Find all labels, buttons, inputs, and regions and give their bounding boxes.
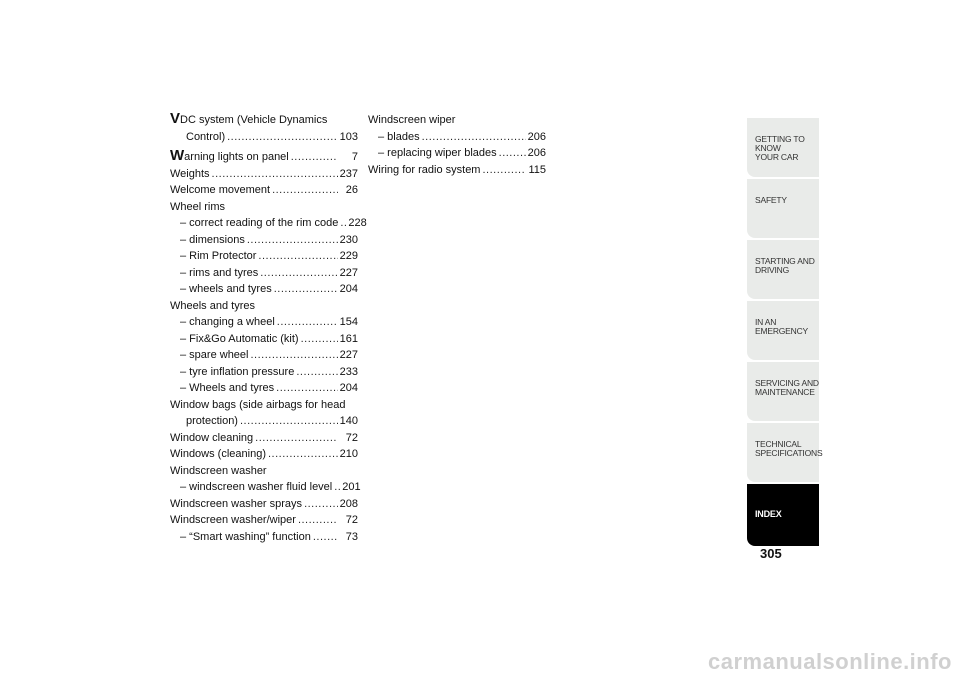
index-entry <box>170 446 358 463</box>
index-column-right <box>368 112 546 178</box>
dot-leader <box>240 413 338 430</box>
dot-leader <box>304 496 338 513</box>
index-entry-label: – wheels and tyres <box>180 283 272 295</box>
index-entry-page: 208 <box>339 497 358 510</box>
index-entry-label: Wheel rims <box>170 200 226 213</box>
section-tabs <box>747 118 823 548</box>
index-entry <box>170 430 358 447</box>
index-entry <box>170 512 358 529</box>
section-tab-label: INDEX <box>755 509 782 519</box>
index-entry-page: 161 <box>339 332 358 345</box>
section-tab-label: DRIVING <box>755 265 790 275</box>
section-tab[interactable] <box>747 301 819 360</box>
index-entry-page: 72 <box>345 431 358 444</box>
dot-leader <box>260 265 337 282</box>
dot-leader <box>277 314 338 331</box>
index-entry-page: 201 <box>342 481 361 493</box>
index-entry <box>170 112 358 129</box>
index-entry <box>170 129 358 146</box>
section-tab-label: SAFETY <box>755 195 787 205</box>
section-tab-label: GETTING TO KNOW <box>755 134 805 153</box>
index-entry-label: DC system (Vehicle Dynamics <box>180 114 328 126</box>
index-entry-label: – tyre inflation pressure <box>180 365 295 378</box>
index-entry-label: Weights <box>170 167 210 180</box>
index-entry <box>170 182 358 199</box>
index-entry <box>170 479 361 496</box>
index-entry-page: 154 <box>339 316 358 328</box>
index-entry <box>170 314 358 331</box>
section-tab-label: STARTING AND <box>755 256 815 266</box>
index-entry-label: – blades <box>378 130 420 143</box>
index-entry-page: 227 <box>339 349 358 361</box>
index-entry <box>368 162 546 179</box>
section-tab[interactable] <box>747 484 819 546</box>
dot-leader <box>298 512 338 529</box>
index-entry-label: – rims and tyres <box>180 266 259 279</box>
dot-leader <box>272 182 338 199</box>
dot-leader <box>268 446 338 463</box>
section-tab-label: TECHNICAL <box>755 439 802 449</box>
index-entry-label: – dimensions <box>180 233 245 246</box>
index-entry-page: 72 <box>345 514 358 526</box>
index-entry <box>170 463 358 480</box>
index-entry-label: Wheels and tyres <box>170 299 255 312</box>
index-entry <box>170 199 358 216</box>
index-entry <box>368 112 546 129</box>
index-entry-label: Windscreen wiper <box>368 114 456 126</box>
index-entry-page: 26 <box>345 184 358 196</box>
index-entry-page: 206 <box>527 130 546 143</box>
section-tab-label: SPECIFICATIONS <box>755 448 823 458</box>
index-entry-label: Control) <box>186 130 226 143</box>
index-entry <box>170 166 358 183</box>
index-entry-label: – windscreen washer fluid level <box>180 481 333 493</box>
dot-leader <box>276 380 337 397</box>
index-entry-page: 230 <box>339 233 358 246</box>
dot-leader <box>482 162 526 179</box>
page-number: 305 <box>760 546 782 561</box>
index-entry-label: arning lights on panel <box>184 151 289 163</box>
index-entry-label: – Rim Protector <box>180 250 257 262</box>
section-tab-label: IN AN EMERGENCY <box>755 317 808 336</box>
index-entry-page: 229 <box>339 250 358 262</box>
index-entry-label: – changing a wheel <box>180 316 275 328</box>
index-entry <box>170 347 358 364</box>
index-entry <box>170 265 358 282</box>
dot-leader <box>274 281 338 298</box>
index-entry-label: Wiring for radio system <box>368 163 481 176</box>
dot-leader <box>247 232 338 249</box>
section-tab[interactable] <box>747 118 819 177</box>
index-entry-page: 233 <box>339 365 358 378</box>
dot-leader <box>499 145 526 162</box>
index-entry-label: – “Smart washing” function <box>180 530 311 543</box>
section-tab[interactable] <box>747 179 819 238</box>
index-entry-label: Window cleaning <box>170 431 254 444</box>
index-entry <box>170 232 358 249</box>
index-entry-page: 103 <box>339 130 358 143</box>
dot-leader <box>422 129 526 146</box>
index-entry <box>170 215 367 232</box>
index-entry-page: 228 <box>348 217 367 229</box>
dot-leader <box>227 129 338 146</box>
dot-leader <box>258 248 337 265</box>
index-entry-page: 115 <box>528 163 546 176</box>
section-tab[interactable] <box>747 362 819 421</box>
index-entry <box>170 397 358 414</box>
index-entry-page: 7 <box>351 151 358 163</box>
index-entry <box>170 248 358 265</box>
index-entry-label: Welcome movement <box>170 184 271 196</box>
section-tab[interactable] <box>747 423 823 482</box>
index-entry-page: 227 <box>339 266 358 279</box>
dot-leader <box>313 529 338 546</box>
dot-leader <box>334 479 340 496</box>
section-tab-label: MAINTENANCE <box>755 387 815 397</box>
index-letter: W <box>170 147 185 164</box>
index-entry <box>170 380 358 397</box>
index-entry-page: 204 <box>339 283 358 295</box>
index-entry-page: 237 <box>339 167 358 180</box>
index-entry <box>368 145 546 162</box>
dot-leader <box>301 331 338 348</box>
index-entry-label: – Wheels and tyres <box>180 382 275 394</box>
dot-leader <box>291 149 338 166</box>
index-entry <box>170 413 358 430</box>
index-entry-page: 206 <box>527 147 546 159</box>
dot-leader <box>251 347 338 364</box>
index-entry-label: Windscreen washer <box>170 464 267 477</box>
section-tab[interactable] <box>747 240 819 299</box>
dot-leader <box>340 215 346 232</box>
index-entry <box>170 529 358 546</box>
index-entry <box>170 149 358 166</box>
index-entry-page: 204 <box>339 382 358 394</box>
dot-leader <box>296 364 337 381</box>
index-letter: V <box>170 110 181 127</box>
index-entry <box>170 364 358 381</box>
index-entry-label: Windows (cleaning) <box>170 448 266 460</box>
index-entry-label: Windscreen washer/wiper <box>170 514 296 526</box>
dot-leader <box>212 166 338 183</box>
index-entry-label: – Fix&Go Automatic (kit) <box>180 332 299 345</box>
index-entry <box>170 331 358 348</box>
index-entry-page: 73 <box>345 530 358 543</box>
index-entry-label: protection) <box>186 415 238 427</box>
index-entry-page: 210 <box>339 448 358 460</box>
index-entry-label: Windscreen washer sprays <box>170 497 303 510</box>
index-column-left <box>170 110 367 545</box>
index-entry-label: Window bags (side airbags for head <box>170 398 346 411</box>
index-entry <box>170 496 358 513</box>
section-tab-label: SERVICING AND <box>755 378 819 388</box>
index-entry-label: – spare wheel <box>180 349 249 361</box>
index-entry-page: 140 <box>339 415 358 427</box>
index-entry-label: – correct reading of the rim code <box>180 217 339 229</box>
index-entry <box>368 129 546 146</box>
section-tab-label: YOUR CAR <box>755 152 799 162</box>
index-entry <box>170 298 358 315</box>
watermark: carmanualsonline.info <box>708 649 952 674</box>
index-entry <box>170 281 358 298</box>
index-entry-label: – replacing wiper blades <box>378 147 497 159</box>
dot-leader <box>255 430 338 447</box>
